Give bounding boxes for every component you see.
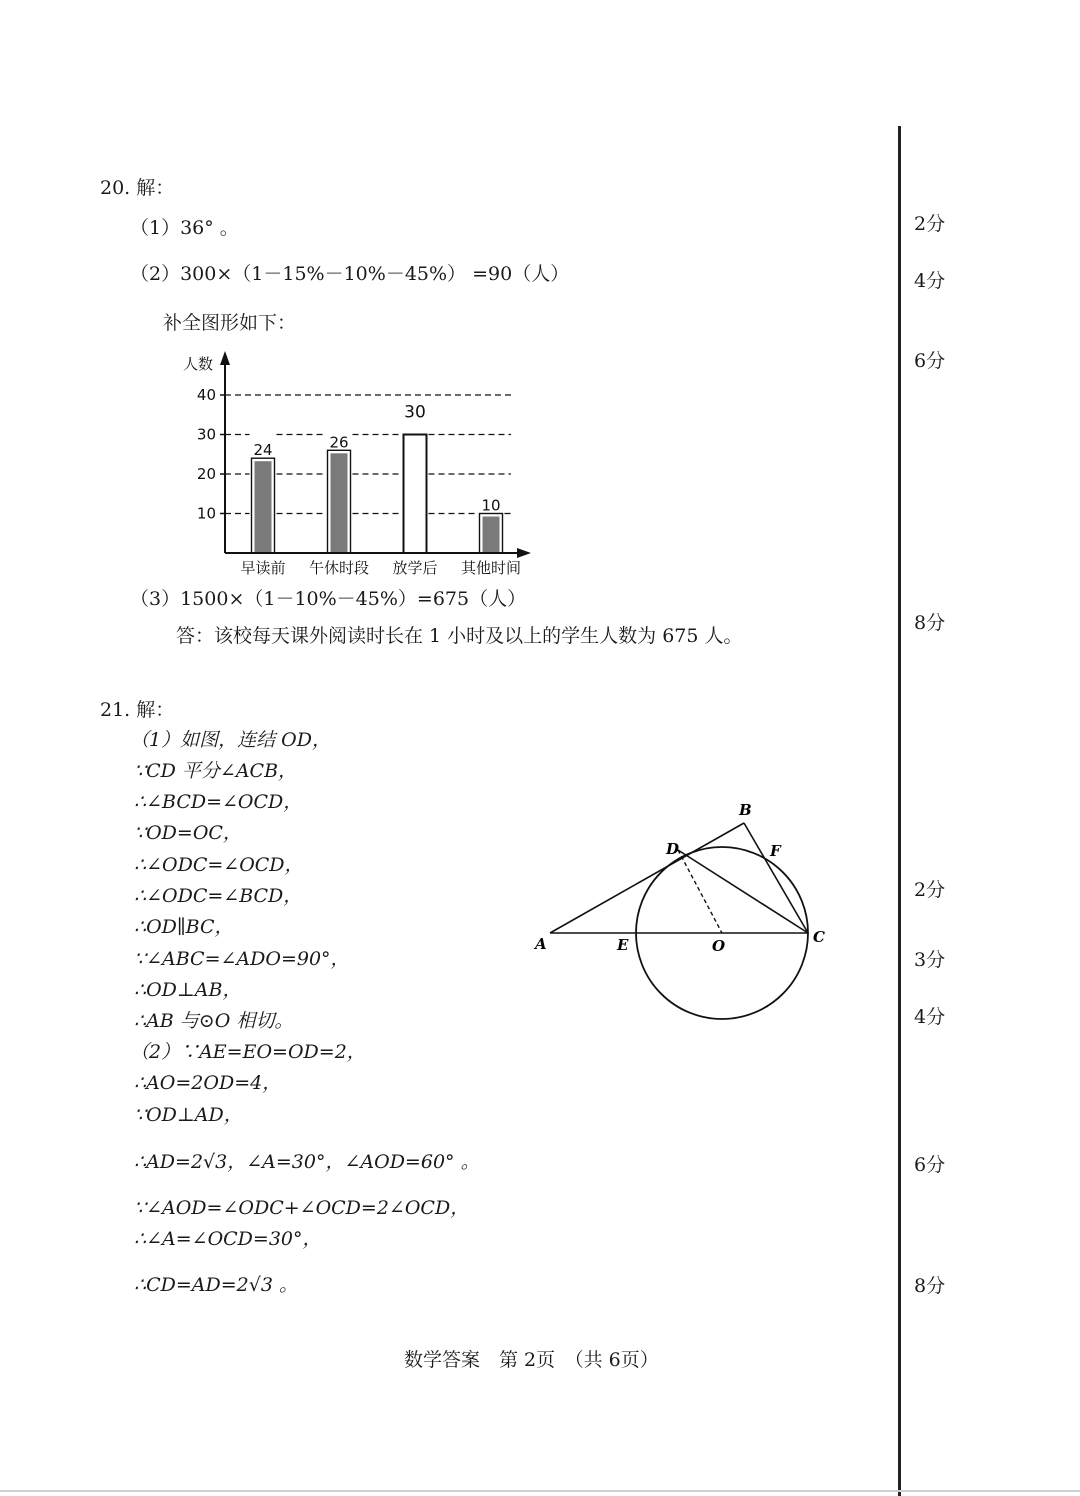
x-axis-arrow (517, 548, 531, 558)
q21-line: ∵∠ABC=∠ADO=90°， (134, 948, 350, 970)
label-c: C (813, 928, 825, 946)
q21-line: ∴AB 与⊙O 相切。 (134, 1010, 294, 1032)
q21-line: ∴OD∥BC， (134, 916, 234, 938)
score-mark: 2分 (914, 879, 946, 901)
y-axis-arrow (220, 351, 230, 365)
bottom-edge (0, 1490, 1080, 1492)
score-mark: 4分 (914, 1006, 946, 1028)
q21-line: ∴AD=2√3，∠A=30°，∠AOD=60° 。 (134, 1151, 480, 1173)
bar (331, 453, 348, 553)
q21-line: （2）∵AE=EO=OD=2， (130, 1041, 366, 1063)
margin-rule (898, 126, 901, 1496)
label-f: F (770, 842, 781, 860)
label-o: O (712, 937, 726, 955)
q21-heading: 21. 解： (100, 699, 175, 721)
y-tick-label: 40 (196, 386, 216, 404)
q21-line: ∵∠AOD=∠ODC+∠OCD=2∠OCD， (134, 1197, 470, 1219)
segment-od (678, 850, 722, 933)
q20-part2: （2）300×（1－15%－10%－45%） =90（人） (130, 263, 570, 285)
label-a: A (535, 935, 547, 953)
score-mark: 4分 (914, 270, 946, 292)
category-label: 放学后 (392, 559, 438, 577)
geometry-figure (525, 795, 845, 1035)
segment-ab (550, 823, 744, 933)
bar-value-label: 26 (329, 433, 349, 452)
y-tick-label: 20 (196, 465, 216, 483)
score-mark: 6分 (914, 350, 946, 372)
q21-line: ∴∠ODC=∠BCD， (134, 885, 303, 907)
q20-heading: 20. 解： (100, 177, 175, 199)
q21-line: ∴∠BCD=∠OCD， (134, 791, 303, 813)
label-b: B (739, 801, 752, 819)
q21-line: ∵OD⊥AD， (134, 1104, 243, 1126)
category-label: 其他时间 (460, 559, 522, 577)
y-tick-label: 30 (196, 425, 216, 444)
q21-line: ∴∠A=∠OCD=30°， (134, 1228, 322, 1250)
q20-part2-note: 补全图形如下： (163, 312, 297, 334)
q21-line: ∴AO=2OD=4， (134, 1072, 282, 1094)
category-label: 午休时段 (308, 559, 370, 577)
q21-line: ∵CD 平分∠ACB， (134, 760, 298, 782)
segment-bc (744, 823, 808, 933)
q21-line: ∴∠ODC=∠OCD， (134, 854, 304, 876)
q20-answer: 答：该校每天课外阅读时长在 1 小时及以上的学生人数为 675 人。 (176, 625, 743, 647)
score-mark: 8分 (914, 612, 946, 634)
label-d: D (666, 840, 680, 858)
q20-part1: （1）36° 。 (130, 217, 239, 239)
label-e: E (617, 936, 629, 954)
score-mark: 3分 (914, 949, 946, 971)
segment-dc (678, 850, 808, 933)
y-axis-label: 人数 (183, 355, 214, 373)
bar-chart (175, 345, 535, 585)
score-mark: 2分 (914, 213, 946, 235)
bar (255, 461, 272, 553)
bar (483, 517, 500, 554)
q21-line: ∵OD=OC， (134, 822, 242, 844)
category-label: 早读前 (240, 559, 286, 577)
bar-value-label: 24 (253, 441, 273, 460)
score-mark: 8分 (914, 1275, 946, 1297)
q21-line: ∴CD=AD=2√3 。 (134, 1274, 298, 1296)
y-tick-label: 10 (196, 504, 216, 523)
bar-value-label: 30 (404, 402, 426, 423)
q21-line: ∴OD⊥AB， (134, 979, 242, 1001)
q20-part3: （3）1500×（1－10%－45%）=675（人） (130, 588, 527, 610)
bar-value-label: 10 (481, 496, 501, 515)
bar (404, 435, 427, 554)
q21-line: （1）如图，连结 OD， (130, 729, 331, 751)
page-footer: 数学答案 第 2页 （共 6页） (404, 1349, 659, 1371)
score-mark: 6分 (914, 1154, 946, 1176)
